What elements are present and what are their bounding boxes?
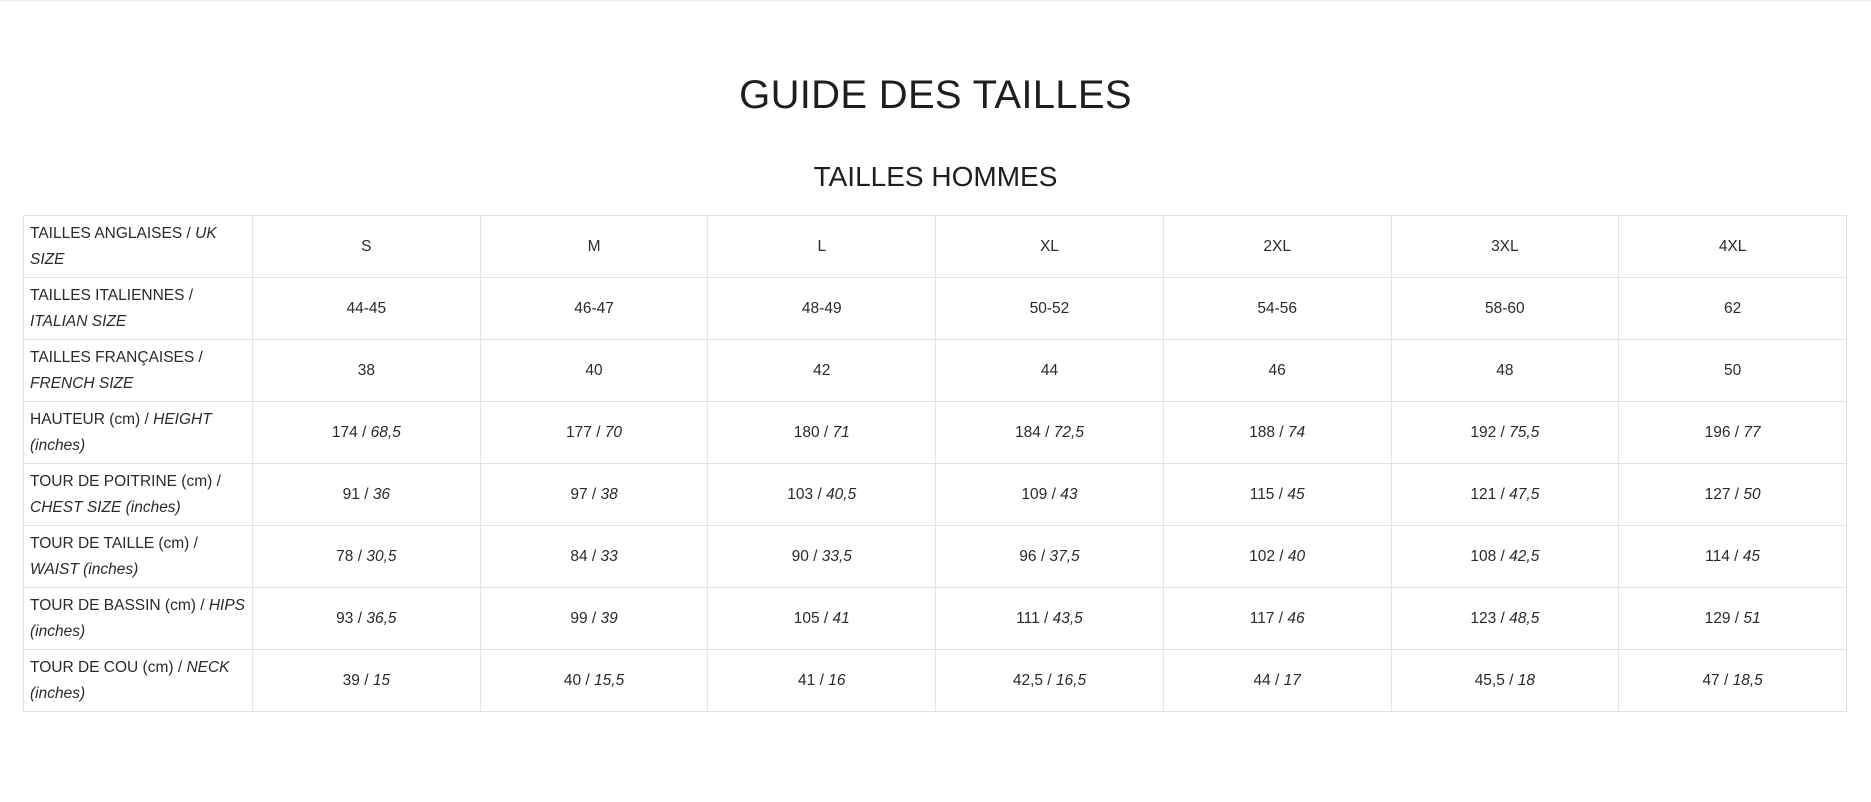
table-cell bbox=[480, 216, 708, 278]
page-title: GUIDE DES TAILLES bbox=[739, 73, 1132, 117]
table-cell bbox=[1619, 340, 1847, 402]
table-cell bbox=[1391, 340, 1619, 402]
cell-metric-value: 196 / bbox=[1704, 423, 1744, 441]
cell-metric-value: 42,5 / bbox=[1012, 671, 1056, 689]
table-row bbox=[24, 464, 1847, 526]
cell-imperial-value: 15 bbox=[372, 671, 391, 689]
table-cell bbox=[480, 588, 708, 650]
cell-metric-value: 127 / bbox=[1704, 485, 1744, 503]
cell-metric-value: 177 / bbox=[566, 423, 605, 441]
table-cell bbox=[936, 650, 1164, 712]
cell-imperial-value: 41 bbox=[832, 609, 850, 627]
cell-imperial-value: 43 bbox=[1060, 485, 1078, 503]
cell-imperial-value: 40 bbox=[1287, 547, 1306, 565]
table-row bbox=[24, 650, 1847, 712]
cell-metric-value: 103 / bbox=[787, 485, 827, 503]
cell-imperial-value: 36,5 bbox=[366, 609, 397, 627]
cell-imperial-value: 72,5 bbox=[1053, 423, 1084, 441]
table-cell bbox=[1391, 402, 1619, 464]
cell-metric-value: 108 / bbox=[1470, 547, 1510, 565]
table-cell bbox=[1619, 216, 1847, 278]
row-label bbox=[24, 526, 253, 588]
cell-metric-value: 54-56 bbox=[1257, 299, 1297, 317]
table-cell bbox=[1163, 216, 1391, 278]
cell-metric-value: 44-45 bbox=[346, 299, 387, 317]
cell-imperial-value: 16 bbox=[828, 671, 846, 689]
cell-imperial-value: 33 bbox=[600, 547, 618, 565]
table-row bbox=[24, 402, 1847, 464]
cell-imperial-value: 51 bbox=[1743, 609, 1761, 627]
row-label-french: TAILLES ANGLAISES / bbox=[30, 224, 196, 242]
cell-imperial-value: 71 bbox=[832, 423, 850, 441]
row-label bbox=[24, 278, 253, 340]
table-cell bbox=[936, 216, 1164, 278]
cell-imperial-value: 17 bbox=[1283, 671, 1301, 689]
cell-imperial-value: 36 bbox=[372, 485, 391, 503]
cell-metric-value: 62 bbox=[1723, 299, 1742, 317]
cell-imperial-value: 50 bbox=[1743, 485, 1761, 503]
row-label-french: TAILLES FRANÇAISES / bbox=[30, 348, 203, 366]
cell-metric-value: 91 / bbox=[342, 485, 373, 503]
cell-imperial-value: 30,5 bbox=[366, 547, 397, 565]
row-label-english: WAIST (inches) bbox=[30, 560, 139, 578]
table-cell bbox=[708, 588, 936, 650]
cell-metric-value: 174 / bbox=[331, 423, 371, 441]
table-cell bbox=[936, 402, 1164, 464]
table-row bbox=[24, 278, 1847, 340]
table-row bbox=[24, 588, 1847, 650]
cell-metric-value: 50 bbox=[1723, 361, 1742, 379]
table-cell bbox=[1163, 650, 1391, 712]
cell-metric-value: 188 / bbox=[1249, 423, 1288, 441]
cell-metric-value: 129 / bbox=[1704, 609, 1744, 627]
table-cell bbox=[1619, 588, 1847, 650]
cell-imperial-value: 70 bbox=[604, 423, 623, 441]
cell-metric-value: 78 / bbox=[336, 547, 367, 565]
row-label-english: FRENCH SIZE bbox=[30, 374, 134, 392]
row-label-french: TOUR DE TAILLE (cm) / bbox=[30, 534, 198, 552]
cell-imperial-value: 48,5 bbox=[1509, 609, 1540, 627]
table-cell bbox=[1619, 278, 1847, 340]
cell-imperial-value: 33,5 bbox=[821, 547, 852, 565]
table-row bbox=[24, 216, 1847, 278]
table-cell bbox=[936, 526, 1164, 588]
cell-metric-value: 39 / bbox=[342, 671, 373, 689]
row-label-french: TOUR DE POITRINE (cm) / bbox=[30, 472, 221, 490]
table-cell bbox=[480, 526, 708, 588]
cell-metric-value: 44 bbox=[1040, 361, 1059, 379]
cell-metric-value: 114 / bbox=[1705, 547, 1743, 565]
table-cell bbox=[708, 402, 936, 464]
table-cell bbox=[708, 464, 936, 526]
cell-metric-value: 46 bbox=[1268, 361, 1286, 379]
table-cell bbox=[1163, 278, 1391, 340]
cell-imperial-value: 16,5 bbox=[1055, 671, 1087, 689]
cell-metric-value: 115 / bbox=[1249, 485, 1288, 503]
table-cell bbox=[1391, 278, 1619, 340]
row-label bbox=[24, 216, 253, 278]
table-cell bbox=[1163, 526, 1391, 588]
top-divider bbox=[0, 0, 1871, 1]
cell-imperial-value: 37,5 bbox=[1049, 547, 1080, 565]
cell-metric-value: 105 / bbox=[793, 609, 833, 627]
table-cell bbox=[253, 588, 481, 650]
table-cell bbox=[253, 464, 481, 526]
row-label bbox=[24, 402, 253, 464]
row-label bbox=[24, 650, 253, 712]
size-chart-body bbox=[24, 216, 1847, 712]
table-cell bbox=[253, 402, 481, 464]
table-cell bbox=[1163, 588, 1391, 650]
table-cell bbox=[708, 340, 936, 402]
cell-imperial-value: 38 bbox=[600, 485, 618, 503]
cell-metric-value: 4XL bbox=[1718, 237, 1747, 255]
cell-metric-value: XL bbox=[1039, 237, 1059, 255]
cell-metric-value: 117 / bbox=[1249, 609, 1288, 627]
cell-imperial-value: 40,5 bbox=[826, 485, 857, 503]
table-cell bbox=[936, 340, 1164, 402]
table-cell bbox=[708, 650, 936, 712]
table-cell bbox=[480, 278, 708, 340]
cell-metric-value: L bbox=[817, 237, 827, 255]
cell-metric-value: 45,5 / bbox=[1474, 671, 1518, 689]
row-label-english: NECK (inches) bbox=[30, 658, 230, 702]
cell-imperial-value: 39 bbox=[600, 609, 618, 627]
row-label-english: HEIGHT (inches) bbox=[30, 410, 212, 454]
cell-metric-value: 42 bbox=[813, 361, 831, 379]
table-cell bbox=[1619, 402, 1847, 464]
row-label-english: ITALIAN SIZE bbox=[30, 312, 127, 330]
cell-metric-value: 2XL bbox=[1263, 237, 1291, 255]
table-cell bbox=[253, 340, 481, 402]
cell-imperial-value: 18,5 bbox=[1732, 671, 1763, 689]
row-label bbox=[24, 464, 253, 526]
cell-imperial-value: 45 bbox=[1742, 547, 1761, 565]
cell-imperial-value: 75,5 bbox=[1509, 423, 1540, 441]
cell-metric-value: 93 / bbox=[336, 609, 367, 627]
table-cell bbox=[1163, 402, 1391, 464]
cell-metric-value: 38 bbox=[357, 361, 375, 379]
section-title: TAILLES HOMMES bbox=[813, 161, 1058, 192]
cell-metric-value: 184 / bbox=[1014, 423, 1054, 441]
cell-imperial-value: 43,5 bbox=[1052, 609, 1083, 627]
row-label bbox=[24, 340, 253, 402]
cell-imperial-value: 77 bbox=[1743, 423, 1761, 441]
cell-metric-value: 48-49 bbox=[801, 299, 842, 317]
cell-metric-value: 111 / bbox=[1016, 609, 1053, 627]
cell-imperial-value: 18 bbox=[1517, 671, 1536, 689]
table-cell bbox=[936, 464, 1164, 526]
cell-imperial-value: 74 bbox=[1287, 423, 1306, 441]
cell-metric-value: 102 / bbox=[1249, 547, 1288, 565]
table-cell bbox=[708, 278, 936, 340]
table-cell bbox=[1163, 340, 1391, 402]
cell-metric-value: 99 / bbox=[570, 609, 601, 627]
cell-metric-value: 192 / bbox=[1470, 423, 1510, 441]
cell-metric-value: 97 / bbox=[570, 485, 601, 503]
table-cell bbox=[1391, 650, 1619, 712]
cell-metric-value: 121 / bbox=[1470, 485, 1510, 503]
table-cell bbox=[1619, 464, 1847, 526]
table-row bbox=[24, 340, 1847, 402]
table-cell bbox=[480, 650, 708, 712]
row-label-english: UK SIZE bbox=[30, 224, 217, 268]
cell-metric-value: 46-47 bbox=[574, 299, 614, 317]
cell-metric-value: 109 / bbox=[1021, 485, 1061, 503]
row-label-french: TOUR DE COU (cm) / bbox=[30, 658, 187, 676]
table-cell bbox=[708, 216, 936, 278]
cell-metric-value: M bbox=[587, 237, 601, 255]
table-cell bbox=[1619, 650, 1847, 712]
cell-metric-value: 84 / bbox=[570, 547, 601, 565]
cell-metric-value: 3XL bbox=[1491, 237, 1519, 255]
table-cell bbox=[936, 588, 1164, 650]
cell-metric-value: 50-52 bbox=[1029, 299, 1070, 317]
row-label-french: TAILLES ITALIENNES / bbox=[30, 286, 194, 304]
cell-metric-value: 48 bbox=[1496, 361, 1514, 379]
cell-metric-value: 90 / bbox=[791, 547, 822, 565]
cell-metric-value: 180 / bbox=[793, 423, 833, 441]
cell-metric-value: 44 / bbox=[1253, 671, 1284, 689]
table-cell bbox=[1391, 588, 1619, 650]
row-label bbox=[24, 588, 253, 650]
table-cell bbox=[1163, 464, 1391, 526]
cell-imperial-value: 68,5 bbox=[370, 423, 401, 441]
table-cell bbox=[1391, 464, 1619, 526]
cell-metric-value: 58-60 bbox=[1485, 299, 1525, 317]
cell-imperial-value: 15,5 bbox=[594, 671, 625, 689]
table-cell bbox=[253, 278, 481, 340]
cell-metric-value: 96 / bbox=[1019, 547, 1050, 565]
table-cell bbox=[253, 526, 481, 588]
table-cell bbox=[708, 526, 936, 588]
row-label-english: CHEST SIZE (inches) bbox=[30, 498, 181, 516]
table-cell bbox=[253, 650, 481, 712]
cell-metric-value: 47 / bbox=[1702, 671, 1733, 689]
table-cell bbox=[253, 216, 481, 278]
table-row bbox=[24, 526, 1847, 588]
cell-imperial-value: 45 bbox=[1287, 485, 1305, 503]
table-cell bbox=[1391, 216, 1619, 278]
cell-metric-value: S bbox=[361, 237, 372, 255]
row-label-french: TOUR DE BASSIN (cm) / bbox=[30, 596, 209, 614]
table-cell bbox=[1619, 526, 1847, 588]
cell-metric-value: 41 / bbox=[798, 671, 829, 689]
cell-metric-value: 40 / bbox=[563, 671, 595, 689]
size-chart-table bbox=[23, 215, 1847, 712]
cell-imperial-value: 46 bbox=[1287, 609, 1305, 627]
table-cell bbox=[480, 402, 708, 464]
cell-metric-value: 40 bbox=[585, 361, 603, 379]
cell-metric-value: 123 / bbox=[1470, 609, 1510, 627]
table-cell bbox=[936, 278, 1164, 340]
cell-imperial-value: 47,5 bbox=[1509, 485, 1540, 503]
table-cell bbox=[480, 464, 708, 526]
row-label-english: HIPS (inches) bbox=[30, 596, 246, 640]
row-label-french: HAUTEUR (cm) / bbox=[30, 410, 154, 428]
cell-imperial-value: 42,5 bbox=[1509, 547, 1540, 565]
table-cell bbox=[1391, 526, 1619, 588]
table-cell bbox=[480, 340, 708, 402]
